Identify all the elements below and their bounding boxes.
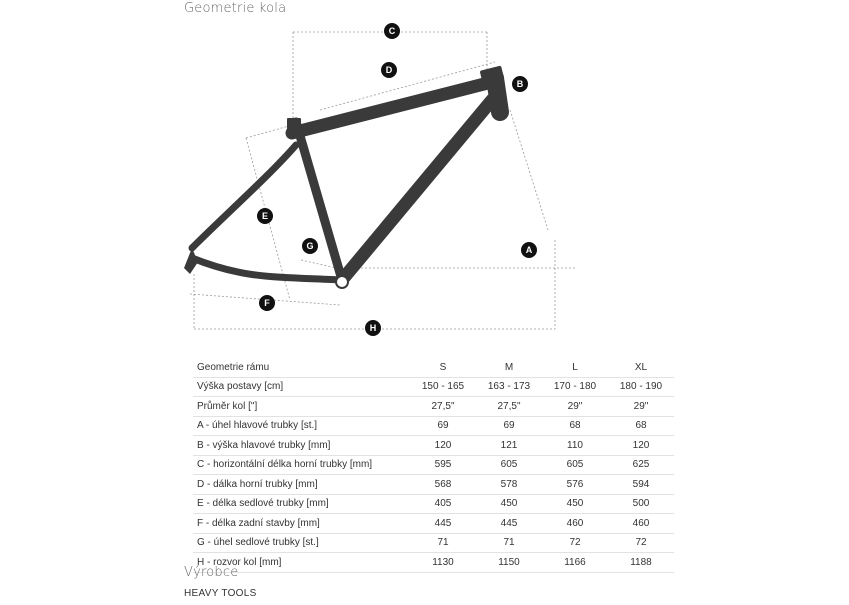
cell: 71 (410, 533, 476, 553)
cell: 72 (608, 533, 674, 553)
table-row (193, 436, 674, 456)
row-label: A - úhel hlavové trubky [st.] (193, 416, 410, 436)
marker-g (302, 238, 318, 254)
cell: 445 (410, 514, 476, 534)
cell: 1150 (476, 553, 542, 573)
top-tube (292, 82, 492, 133)
table-row (193, 416, 674, 436)
chain-stay (192, 258, 342, 280)
svg-text:F: F (264, 298, 270, 308)
svg-text:C: C (388, 26, 396, 36)
cell: 594 (608, 475, 674, 495)
row-label: G - úhel sedlové trubky [st.] (193, 533, 410, 553)
svg-text:B: B (516, 79, 524, 89)
header-size-s: S (410, 358, 476, 377)
cell: 405 (410, 494, 476, 514)
row-label: F - délka zadní stavby [mm] (193, 514, 410, 534)
row-label: C - horizontální délka horní trubky [mm] (193, 455, 410, 475)
svg-text:E: E (261, 211, 269, 221)
cell: 605 (542, 455, 608, 475)
marker-e (257, 208, 273, 224)
header-size-m: M (476, 358, 542, 377)
bottom-bracket (336, 276, 348, 288)
cell: 1166 (542, 553, 608, 573)
table-header-row (193, 358, 674, 377)
cell: 29" (608, 397, 674, 417)
header-size-l: L (542, 358, 608, 377)
marker-c (384, 23, 400, 39)
cell: 150 - 165 (410, 377, 476, 397)
cell: 595 (410, 455, 476, 475)
down-tube (342, 100, 492, 280)
svg-text:G: G (306, 241, 314, 251)
geometry-table (193, 358, 674, 573)
marker-d (381, 62, 397, 78)
cell: 68 (542, 416, 608, 436)
maker-name: HEAVY TOOLS (184, 588, 257, 599)
cell: 500 (608, 494, 674, 514)
marker-h (365, 320, 381, 336)
row-label: E - délka sedlové trubky [mm] (193, 494, 410, 514)
table-row (193, 553, 674, 573)
maker-heading: Výrobce (184, 565, 239, 580)
cell: 460 (542, 514, 608, 534)
table-row (193, 514, 674, 534)
cell: 27,5" (410, 397, 476, 417)
table-row (193, 377, 674, 397)
bike-frame (192, 78, 500, 280)
cell: 69 (476, 416, 542, 436)
cell: 71 (476, 533, 542, 553)
marker-b (512, 76, 528, 92)
cell: 568 (410, 475, 476, 495)
cell: 450 (476, 494, 542, 514)
geometry-heading: Geometrie kola (184, 1, 287, 16)
head-tube (495, 78, 500, 112)
seat-stay (192, 145, 296, 248)
table-row (193, 397, 674, 417)
cell: 72 (542, 533, 608, 553)
cell: 605 (476, 455, 542, 475)
cell: 110 (542, 436, 608, 456)
marker-f (259, 295, 275, 311)
svg-text:A: A (525, 245, 533, 255)
cell: 1130 (410, 553, 476, 573)
marker-a (521, 242, 537, 258)
cell: 29" (542, 397, 608, 417)
cell: 445 (476, 514, 542, 534)
cell: 27,5" (476, 397, 542, 417)
table-row (193, 494, 674, 514)
row-label: H - rozvor kol [mm] (193, 553, 410, 573)
cell: 460 (608, 514, 674, 534)
cell: 625 (608, 455, 674, 475)
cell: 180 - 190 (608, 377, 674, 397)
cell: 578 (476, 475, 542, 495)
table-row (193, 475, 674, 495)
row-label: Průměr kol ["] (193, 397, 410, 417)
cell: 120 (608, 436, 674, 456)
row-label: B - výška hlavové trubky [mm] (193, 436, 410, 456)
cell: 68 (608, 416, 674, 436)
cell: 576 (542, 475, 608, 495)
cell: 163 - 173 (476, 377, 542, 397)
cell: 450 (542, 494, 608, 514)
svg-text:D: D (385, 65, 393, 75)
row-label: D - dálka horní trubky [mm] (193, 475, 410, 495)
header-label: Geometrie rámu (193, 358, 410, 377)
cell: 170 - 180 (542, 377, 608, 397)
cell: 1188 (608, 553, 674, 573)
table-row (193, 455, 674, 475)
row-label: Výška postavy [cm] (193, 377, 410, 397)
cell: 121 (476, 436, 542, 456)
seat-tube (296, 122, 342, 280)
header-size-xl: XL (608, 358, 674, 377)
table-row (193, 533, 674, 553)
cell: 69 (410, 416, 476, 436)
svg-text:H: H (369, 323, 377, 333)
cell: 120 (410, 436, 476, 456)
